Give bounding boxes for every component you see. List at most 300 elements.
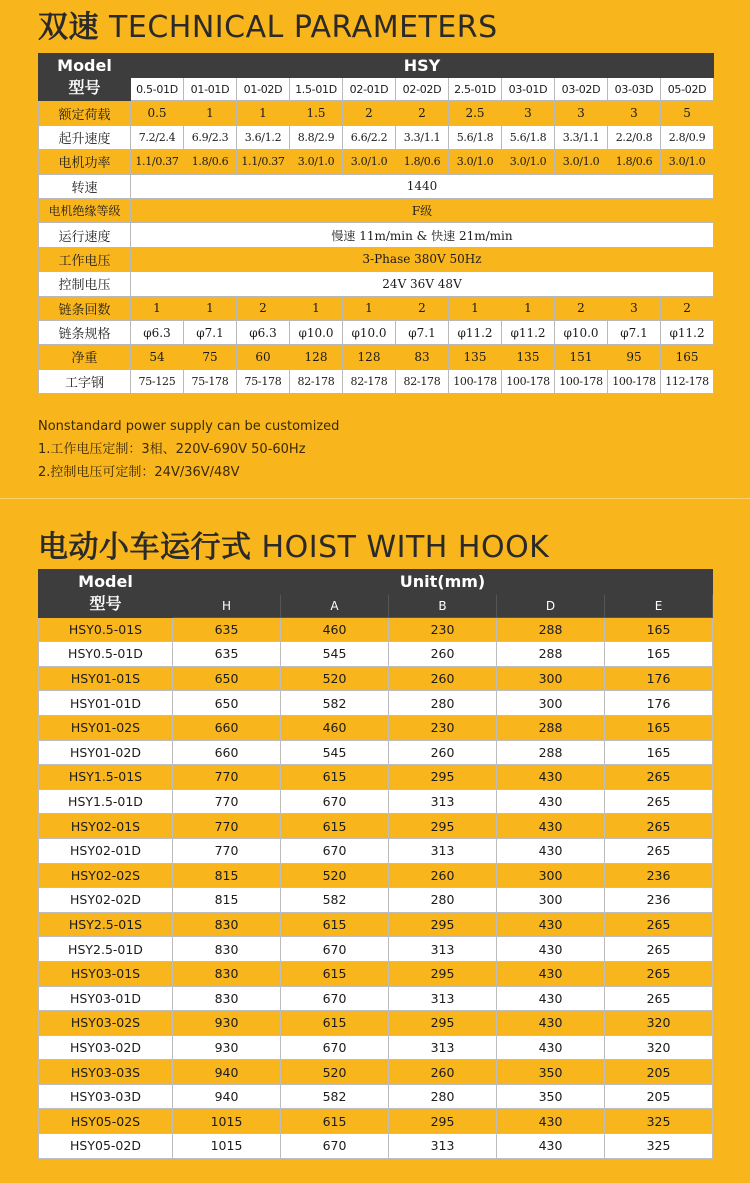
param-value: 1 (184, 296, 237, 320)
param-value: 128 (343, 345, 396, 369)
param-value: 2 (396, 296, 449, 320)
dimension-cell: 615 (281, 1109, 389, 1134)
unit-header-cell: Unit(mm) (173, 570, 713, 595)
param-label: 链条规格 (39, 320, 131, 344)
dimension-cell: 830 (173, 986, 281, 1011)
param-label: 工字钢 (39, 369, 131, 393)
param-value: 1.1/0.37 (131, 150, 184, 174)
param-row-chain-spec (39, 320, 714, 344)
hoist-dimensions-table (38, 569, 713, 1159)
param-value: 83 (396, 345, 449, 369)
model-cell: 03-01D (502, 78, 555, 101)
param-value: 3.0/1.0 (449, 150, 502, 174)
dimension-cell: 280 (389, 888, 497, 913)
model-cell: 03-02D (555, 78, 608, 101)
param-value: 135 (502, 345, 555, 369)
param-value: 135 (449, 345, 502, 369)
dimension-cell: 260 (389, 1060, 497, 1085)
dimension-cell: 295 (389, 912, 497, 937)
param-label: 电机绝缘等级 (39, 198, 131, 222)
dimension-cell: 260 (389, 863, 497, 888)
table-row (39, 666, 713, 691)
table-row (39, 642, 713, 667)
param-label: 起升速度 (39, 125, 131, 149)
dimension-cell: 520 (281, 666, 389, 691)
dimension-cell: 265 (605, 986, 713, 1011)
dimension-cell: 280 (389, 691, 497, 716)
dimension-cell: 280 (389, 1084, 497, 1109)
model-cell: 1.5-01D (290, 78, 343, 101)
dimension-cell: 770 (173, 765, 281, 790)
dimension-cell: 830 (173, 912, 281, 937)
param-value: φ11.2 (449, 320, 502, 344)
param-value: 5 (661, 101, 714, 125)
model-label-cn: 型号 (68, 78, 101, 98)
dimension-cell: 650 (173, 666, 281, 691)
dimension-cell: 430 (497, 937, 605, 962)
dimension-cell: 660 (173, 740, 281, 765)
column-header-cell: H (173, 594, 281, 617)
param-value: 2 (343, 101, 396, 125)
model-cell: HSY0.5-01D (39, 642, 173, 667)
table-row (39, 986, 713, 1011)
model-cell: HSY01-02S (39, 715, 173, 740)
model-cell: HSY03-02S (39, 1011, 173, 1036)
param-value: 128 (290, 345, 343, 369)
param-value: 82-178 (343, 369, 396, 393)
param-value: 1440 (131, 174, 714, 198)
param-value: 3.3/1.1 (396, 125, 449, 149)
dimension-cell: 313 (389, 789, 497, 814)
table-row (39, 1011, 713, 1036)
param-value: 1.5 (290, 101, 343, 125)
param-value: φ7.1 (396, 320, 449, 344)
dimension-cell: 770 (173, 789, 281, 814)
dimension-cell: 176 (605, 666, 713, 691)
param-value: 3.0/1.0 (343, 150, 396, 174)
dimension-cell: 313 (389, 937, 497, 962)
dimension-cell: 313 (389, 1134, 497, 1159)
param-label: 净重 (39, 345, 131, 369)
model-cell: HSY02-01D (39, 838, 173, 863)
dimension-cell: 165 (605, 715, 713, 740)
param-value: 6.9/2.3 (184, 125, 237, 149)
dimension-cell: 295 (389, 765, 497, 790)
param-value: 151 (555, 345, 608, 369)
param-value: 3-Phase 380V 50Hz (131, 247, 714, 271)
model-cell: HSY03-03S (39, 1060, 173, 1085)
dimension-cell: 545 (281, 740, 389, 765)
model-cell: HSY05-02D (39, 1134, 173, 1159)
table-row (39, 863, 713, 888)
param-value: 3.0/1.0 (290, 150, 343, 174)
param-value: 2 (237, 296, 290, 320)
title-en: HOIST WITH HOOK (261, 530, 550, 565)
dimension-cell: 176 (605, 691, 713, 716)
dimension-cell: 295 (389, 1011, 497, 1036)
table-row (39, 789, 713, 814)
table-row (39, 715, 713, 740)
model-cell: HSY03-02D (39, 1035, 173, 1060)
param-value: 100-178 (555, 369, 608, 393)
model-cell: HSY03-03D (39, 1084, 173, 1109)
param-value: 3.0/1.0 (661, 150, 714, 174)
dimension-cell: 770 (173, 838, 281, 863)
param-value: 75-178 (184, 369, 237, 393)
dimension-cell: 236 (605, 863, 713, 888)
dimension-cell: 1015 (173, 1134, 281, 1159)
dimension-cell: 615 (281, 912, 389, 937)
table-row (39, 740, 713, 765)
dimension-cell: 520 (281, 1060, 389, 1085)
param-row-voltage (39, 247, 714, 271)
title-cn: 双速 (38, 10, 99, 45)
param-value: 慢速 11m/min & 快速 21m/min (131, 223, 714, 247)
table-row (39, 838, 713, 863)
param-value: 3.0/1.0 (555, 150, 608, 174)
param-value: 82-178 (396, 369, 449, 393)
param-value: φ6.3 (131, 320, 184, 344)
technical-parameters-table (38, 53, 714, 394)
model-label-cn: 型号 (89, 594, 122, 614)
dimension-cell: 265 (605, 961, 713, 986)
param-value: 7.2/2.4 (131, 125, 184, 149)
dimension-cell: 582 (281, 691, 389, 716)
dimension-cell: 265 (605, 937, 713, 962)
dimension-cell: 430 (497, 1134, 605, 1159)
dimension-cell: 288 (497, 715, 605, 740)
dimension-cell: 430 (497, 986, 605, 1011)
model-cell: 02-01D (343, 78, 396, 101)
param-value: φ6.3 (237, 320, 290, 344)
param-value: 3 (502, 101, 555, 125)
dimension-cell: 930 (173, 1035, 281, 1060)
param-value: 3.0/1.0 (502, 150, 555, 174)
dimension-cell: 670 (281, 937, 389, 962)
column-header-cell: D (497, 594, 605, 617)
param-row-i-beam (39, 369, 714, 393)
param-label: 电机功率 (39, 150, 131, 174)
dimension-cell: 325 (605, 1134, 713, 1159)
dimension-cell: 265 (605, 765, 713, 790)
dimension-cell: 350 (497, 1084, 605, 1109)
dimension-cell: 582 (281, 1084, 389, 1109)
table-row (39, 617, 713, 642)
dimension-cell: 236 (605, 888, 713, 913)
dimension-cell: 650 (173, 691, 281, 716)
dimension-cell: 460 (281, 617, 389, 642)
dimension-cell: 288 (497, 740, 605, 765)
dimension-cell: 815 (173, 888, 281, 913)
dimension-cell: 165 (605, 642, 713, 667)
dimension-cell: 288 (497, 617, 605, 642)
column-header-cell: A (281, 594, 389, 617)
section-divider (0, 498, 750, 499)
dimension-cell: 260 (389, 642, 497, 667)
dimension-cell: 260 (389, 666, 497, 691)
table-row (39, 912, 713, 937)
header-row (39, 54, 714, 78)
dimension-cell: 520 (281, 863, 389, 888)
param-row-load (39, 101, 714, 125)
table-row (39, 1060, 713, 1085)
dimension-cell: 300 (497, 666, 605, 691)
technical-parameters-title (38, 2, 498, 46)
param-value: 5.6/1.8 (449, 125, 502, 149)
param-value: 1 (502, 296, 555, 320)
param-row-net-weight (39, 345, 714, 369)
param-value: 8.8/2.9 (290, 125, 343, 149)
dimension-cell: 582 (281, 888, 389, 913)
param-row-insulation (39, 198, 714, 222)
dimension-cell: 265 (605, 912, 713, 937)
param-label: 额定荷载 (39, 101, 131, 125)
param-value: 1.8/0.6 (184, 150, 237, 174)
table-row (39, 937, 713, 962)
table-row (39, 814, 713, 839)
param-value: 1 (131, 296, 184, 320)
table-row (39, 1109, 713, 1134)
model-cell: HSY01-01S (39, 666, 173, 691)
param-value: 100-178 (449, 369, 502, 393)
note-line: Nonstandard power supply can be customized (38, 419, 340, 434)
param-value: 112-178 (661, 369, 714, 393)
model-cell: HSY05-02S (39, 1109, 173, 1134)
model-cell: HSY2.5-01S (39, 912, 173, 937)
dimension-cell: 320 (605, 1035, 713, 1060)
dimension-cell: 430 (497, 814, 605, 839)
column-header-cell: B (389, 594, 497, 617)
dimension-cell: 320 (605, 1011, 713, 1036)
dimension-cell: 300 (497, 691, 605, 716)
dimension-cell: 265 (605, 789, 713, 814)
param-value: 6.6/2.2 (343, 125, 396, 149)
table-row (39, 1134, 713, 1159)
param-value: 2 (555, 296, 608, 320)
dimension-cell: 230 (389, 715, 497, 740)
dimension-cell: 205 (605, 1060, 713, 1085)
param-value: 2.2/0.8 (608, 125, 661, 149)
dimension-cell: 670 (281, 838, 389, 863)
model-cell: HSY03-01D (39, 986, 173, 1011)
dimension-cell: 830 (173, 937, 281, 962)
dimension-cell: 815 (173, 863, 281, 888)
param-value: 2.8/0.9 (661, 125, 714, 149)
param-value: 5.6/1.8 (502, 125, 555, 149)
model-cell: 2.5-01D (449, 78, 502, 101)
dimension-cell: 165 (605, 740, 713, 765)
model-label-en: Model (78, 572, 133, 592)
param-value: 75 (184, 345, 237, 369)
param-label: 链条回数 (39, 296, 131, 320)
model-cell: 02-02D (396, 78, 449, 101)
param-value: 3.6/1.2 (237, 125, 290, 149)
model-cell: HSY2.5-01D (39, 937, 173, 962)
dimension-cell: 430 (497, 1109, 605, 1134)
dimension-cell: 313 (389, 1035, 497, 1060)
param-value: 3 (608, 296, 661, 320)
dimension-cell: 265 (605, 838, 713, 863)
dimension-cell: 313 (389, 986, 497, 1011)
param-value: φ10.0 (343, 320, 396, 344)
model-row (39, 78, 714, 101)
model-header-cell (39, 54, 131, 101)
dimension-cell: 615 (281, 961, 389, 986)
param-value: 60 (237, 345, 290, 369)
series-header-cell: HSY (131, 54, 714, 78)
model-cell: HSY03-01S (39, 961, 173, 986)
param-label: 控制电压 (39, 272, 131, 296)
dimension-cell: 830 (173, 961, 281, 986)
model-cell: 03-03D (608, 78, 661, 101)
param-value: 1 (290, 296, 343, 320)
dimension-cell: 430 (497, 912, 605, 937)
table-row (39, 1035, 713, 1060)
dimension-cell: 295 (389, 961, 497, 986)
dimension-cell: 430 (497, 961, 605, 986)
model-cell: HSY1.5-01D (39, 789, 173, 814)
dimension-cell: 1015 (173, 1109, 281, 1134)
param-value: φ7.1 (608, 320, 661, 344)
param-row-control-voltage (39, 272, 714, 296)
header-row (39, 570, 713, 595)
dimension-cell: 545 (281, 642, 389, 667)
dimension-cell: 205 (605, 1084, 713, 1109)
custom-power-notes (38, 415, 339, 484)
model-cell: HSY02-02D (39, 888, 173, 913)
param-row-rotation (39, 174, 714, 198)
table-row (39, 888, 713, 913)
dimension-cell: 430 (497, 838, 605, 863)
param-label: 转速 (39, 174, 131, 198)
dimension-cell: 635 (173, 642, 281, 667)
model-header-cell (39, 570, 173, 618)
dimension-cell: 430 (497, 789, 605, 814)
param-value: 82-178 (290, 369, 343, 393)
param-value: 3 (608, 101, 661, 125)
param-value: φ11.2 (661, 320, 714, 344)
param-value: 2.5 (449, 101, 502, 125)
model-cell: HSY1.5-01S (39, 765, 173, 790)
dimension-cell: 260 (389, 740, 497, 765)
param-value: 1.8/0.6 (608, 150, 661, 174)
model-cell: 0.5-01D (131, 78, 184, 101)
param-value: 0.5 (131, 101, 184, 125)
model-cell: HSY01-02D (39, 740, 173, 765)
model-cell: HSY02-01S (39, 814, 173, 839)
note-line: 1.工作电压定制：3相、220V-690V 50-60Hz (38, 442, 306, 457)
dimension-cell: 635 (173, 617, 281, 642)
table-row (39, 961, 713, 986)
param-value: 100-178 (502, 369, 555, 393)
param-value: 24V 36V 48V (131, 272, 714, 296)
dimension-cell: 430 (497, 1035, 605, 1060)
dimension-cell: 615 (281, 1011, 389, 1036)
param-value: 1.8/0.6 (396, 150, 449, 174)
param-value: 3 (555, 101, 608, 125)
param-value: 1 (237, 101, 290, 125)
param-value: φ10.0 (290, 320, 343, 344)
param-value: 2 (661, 296, 714, 320)
dimension-cell: 313 (389, 838, 497, 863)
dimension-cell: 300 (497, 863, 605, 888)
model-cell: 05-02D (661, 78, 714, 101)
dimension-cell: 670 (281, 1035, 389, 1060)
column-header-cell: E (605, 594, 713, 617)
dimension-cell: 940 (173, 1084, 281, 1109)
model-cell: HSY0.5-01S (39, 617, 173, 642)
param-row-lift-speed (39, 125, 714, 149)
param-value: 1 (449, 296, 502, 320)
param-value: 95 (608, 345, 661, 369)
dimension-cell: 670 (281, 986, 389, 1011)
param-value: 100-178 (608, 369, 661, 393)
dimension-cell: 430 (497, 1011, 605, 1036)
param-label: 工作电压 (39, 247, 131, 271)
note-line: 2.控制电压可定制：24V/36V/48V (38, 465, 240, 480)
dimension-cell: 615 (281, 765, 389, 790)
dimension-cell: 265 (605, 814, 713, 839)
dimension-cell: 430 (497, 765, 605, 790)
param-value: φ11.2 (502, 320, 555, 344)
dimension-cell: 670 (281, 1134, 389, 1159)
table-row (39, 691, 713, 716)
dimension-cell: 325 (605, 1109, 713, 1134)
model-label-en: Model (57, 56, 112, 76)
model-cell: 01-01D (184, 78, 237, 101)
model-cell: HSY02-02S (39, 863, 173, 888)
param-row-travel-speed (39, 223, 714, 247)
param-value: 1 (184, 101, 237, 125)
dimension-cell: 230 (389, 617, 497, 642)
table-row (39, 1084, 713, 1109)
dimension-cell: 940 (173, 1060, 281, 1085)
param-value: 75-178 (237, 369, 290, 393)
param-row-chain-falls (39, 296, 714, 320)
table-row (39, 765, 713, 790)
dimension-cell: 460 (281, 715, 389, 740)
param-value: φ7.1 (184, 320, 237, 344)
param-value: F级 (131, 198, 714, 222)
dimension-cell: 300 (497, 888, 605, 913)
param-value: 54 (131, 345, 184, 369)
dimension-cell: 615 (281, 814, 389, 839)
dimension-cell: 295 (389, 1109, 497, 1134)
dimension-cell: 930 (173, 1011, 281, 1036)
hoist-with-hook-title (38, 522, 549, 566)
model-cell: 01-02D (237, 78, 290, 101)
dimension-cell: 165 (605, 617, 713, 642)
dimension-cell: 288 (497, 642, 605, 667)
param-value: φ10.0 (555, 320, 608, 344)
param-row-motor-power (39, 150, 714, 174)
model-cell: HSY01-01D (39, 691, 173, 716)
param-value: 2 (396, 101, 449, 125)
dimension-cell: 770 (173, 814, 281, 839)
param-value: 1.1/0.37 (237, 150, 290, 174)
dimension-cell: 350 (497, 1060, 605, 1085)
param-value: 165 (661, 345, 714, 369)
param-value: 75-125 (131, 369, 184, 393)
dimension-cell: 670 (281, 789, 389, 814)
title-cn: 电动小车运行式 (38, 530, 252, 565)
dimension-cell: 660 (173, 715, 281, 740)
param-value: 3.3/1.1 (555, 125, 608, 149)
title-en: TECHNICAL PARAMETERS (109, 10, 498, 45)
param-label: 运行速度 (39, 223, 131, 247)
dimension-cell: 295 (389, 814, 497, 839)
param-value: 1 (343, 296, 396, 320)
